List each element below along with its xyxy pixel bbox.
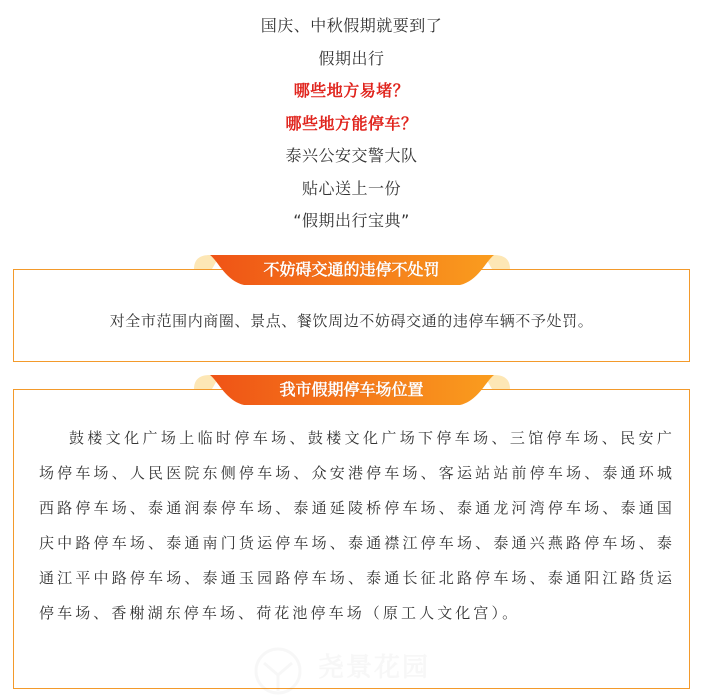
section-body: 鼓楼文化广场上临时停车场、鼓楼文化广场下停车场、三馆停车场、民安广场停车场、人民医院东侧停车场、众安港停车场、客运站站前停车场、泰通环城西路停车场、泰通润泰停车场、泰通延陵桥停车场、泰通龙河湾停车场、泰通国庆中路停车场、泰通南门货运停车场、泰通襟江停车场、泰通兴燕路停车场、泰通江平中路停车场、泰通玉园路停车场、泰通长征北路停车场、泰通阳江路货运停车场、香榭湖东停车场、荷花池停车场（原工人文化宫）。 [39, 429, 675, 622]
section-banner [190, 375, 514, 405]
intro-line: 国庆、中秋假期就要到了 [260, 16, 443, 35]
section-parking-locations [13, 375, 690, 689]
section-title: 我市假期停车场位置 [279, 380, 424, 399]
section-title: 不妨碍交通的违停不处罚 [263, 260, 440, 279]
intro-line: 泰兴公安交警大队 [285, 146, 418, 165]
section-banner [190, 255, 514, 285]
intro-block [0, 10, 703, 238]
intro-line: 假期出行 [318, 48, 385, 68]
intro-highlight-line: 哪些地方易堵？ [293, 81, 410, 100]
section-no-penalty [13, 255, 690, 363]
intro-line: 贴心送上一份 [301, 178, 401, 198]
section-body: 对全市范围内商圈、景点、餐饮周边不妨碍交通的违停车辆不予处罚。 [109, 312, 594, 330]
section-box [13, 389, 690, 689]
intro-line: “假期出行宝典” [293, 211, 410, 230]
intro-highlight-line: 哪些地方能停车？ [285, 113, 418, 133]
